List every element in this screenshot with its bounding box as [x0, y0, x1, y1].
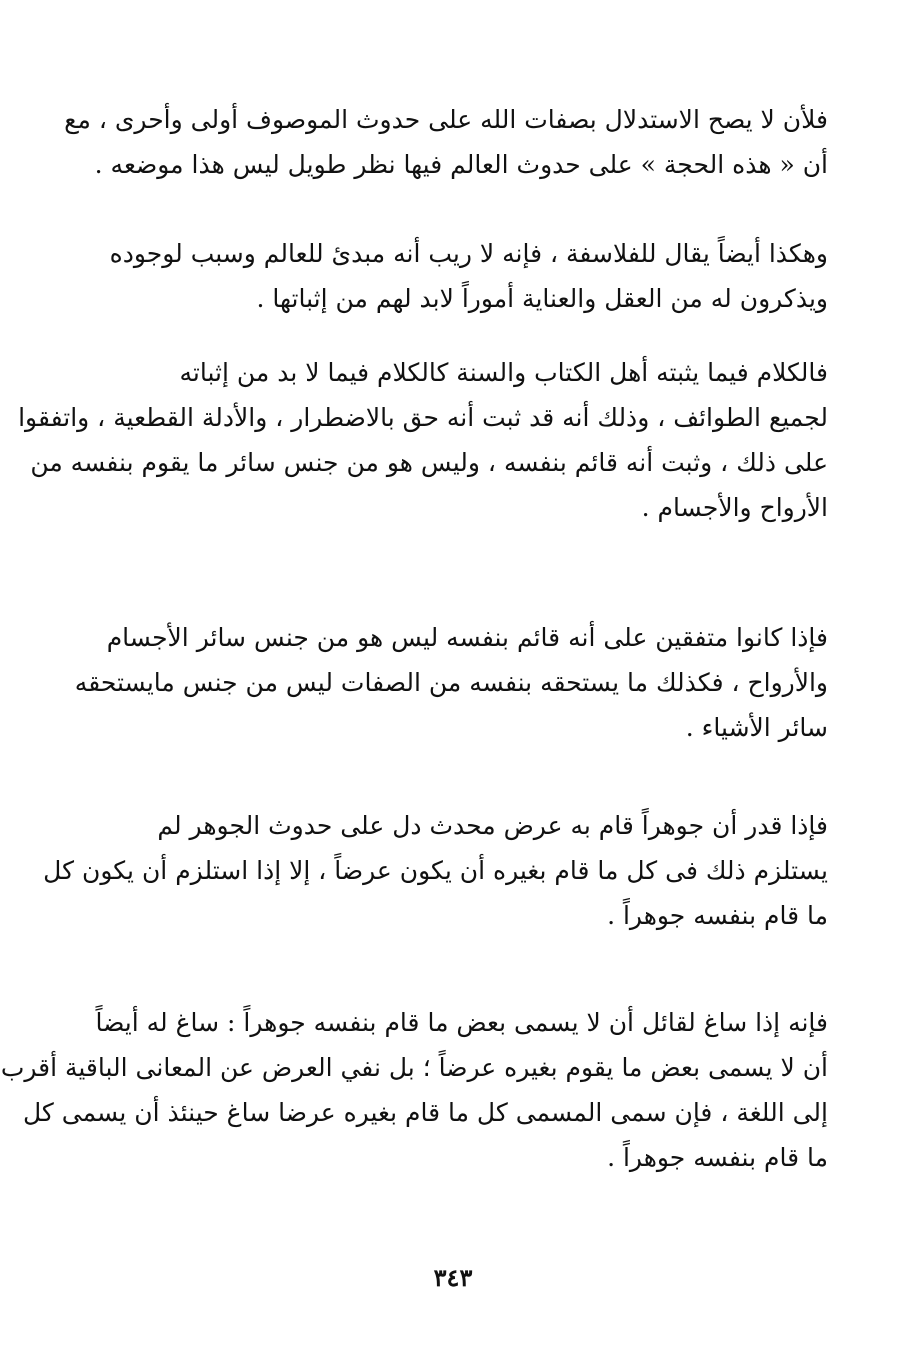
text-line: إلى اللغة ، فإن سمى المسمى كل ما قام بغيره عرضا ساغ حينئذ أن يسمى كل [22, 1098, 828, 1127]
paragraph-3 [18, 350, 828, 530]
text-line: والأرواح ، فكذلك ما يستحقه بنفسه من الصفات ليس من جنس مايستحقه [74, 668, 828, 697]
text-line: أن لا يسمى بعض ما يقوم بغيره عرضاً ؛ بل نفي العرض عن المعانى الباقية أقرب [0, 1053, 828, 1082]
paragraph-4 [74, 615, 828, 750]
text-line: فالكلام فيما يثبته أهل الكتاب والسنة كالكلام فيما لا بد من إثباته [179, 358, 828, 387]
paragraph-6 [0, 1000, 828, 1180]
text-line: فلأن لا يصح الاستدلال بصفات الله على حدوث الموصوف أولى وأحرى ، مع [64, 105, 828, 134]
text-line: فإذا قدر أن جوهراً قام به عرض محدث دل على حدوث الجوهر لم [157, 811, 828, 840]
text-line: سائر الأشياء . [685, 713, 828, 742]
text-line: فإذا كانوا متفقين على أنه قائم بنفسه ليس هو من جنس سائر الأجسام [106, 623, 828, 652]
text-line: الأرواح والأجسام . [641, 493, 828, 522]
text-line: ويذكرون له من العقل والعناية أموراً لابد لهم من إثباتها . [256, 284, 828, 313]
text-line: ما قام بنفسه جوهراً . [607, 901, 828, 930]
text-line: على ذلك ، وثبت أنه قائم بنفسه ، وليس هو من جنس سائر ما يقوم بنفسه من [30, 448, 828, 477]
paragraph-1 [64, 97, 828, 187]
page-number: ٣٤٣ [433, 1263, 473, 1292]
text-line: لجميع الطوائف ، وذلك أنه قد ثبت أنه حق بالاضطرار ، والأدلة القطعية ، واتفقوا [18, 403, 828, 432]
paragraph-2 [102, 231, 828, 321]
text-line: يستلزم ذلك فى كل ما قام بغيره أن يكون عرضاً ، إلا إذا استلزم أن يكون كل [43, 856, 828, 885]
text-line: أن « هذه الحجة » على حدوث العالم فيها نظر طويل ليس هذا موضعه . [94, 150, 828, 179]
text-line: وهكذا أيضاً يقال للفلاسفة ، فإنه لا ريب أنه مبدئ للعالم وسبب لوجوده [109, 239, 828, 268]
text-line: فإنه إذا ساغ لقائل أن لا يسمى بعض ما قام بنفسه جوهراً : ساغ له أيضاً [95, 1008, 828, 1037]
text-line: ما قام بنفسه جوهراً . [607, 1143, 828, 1172]
paragraph-5 [43, 803, 828, 938]
